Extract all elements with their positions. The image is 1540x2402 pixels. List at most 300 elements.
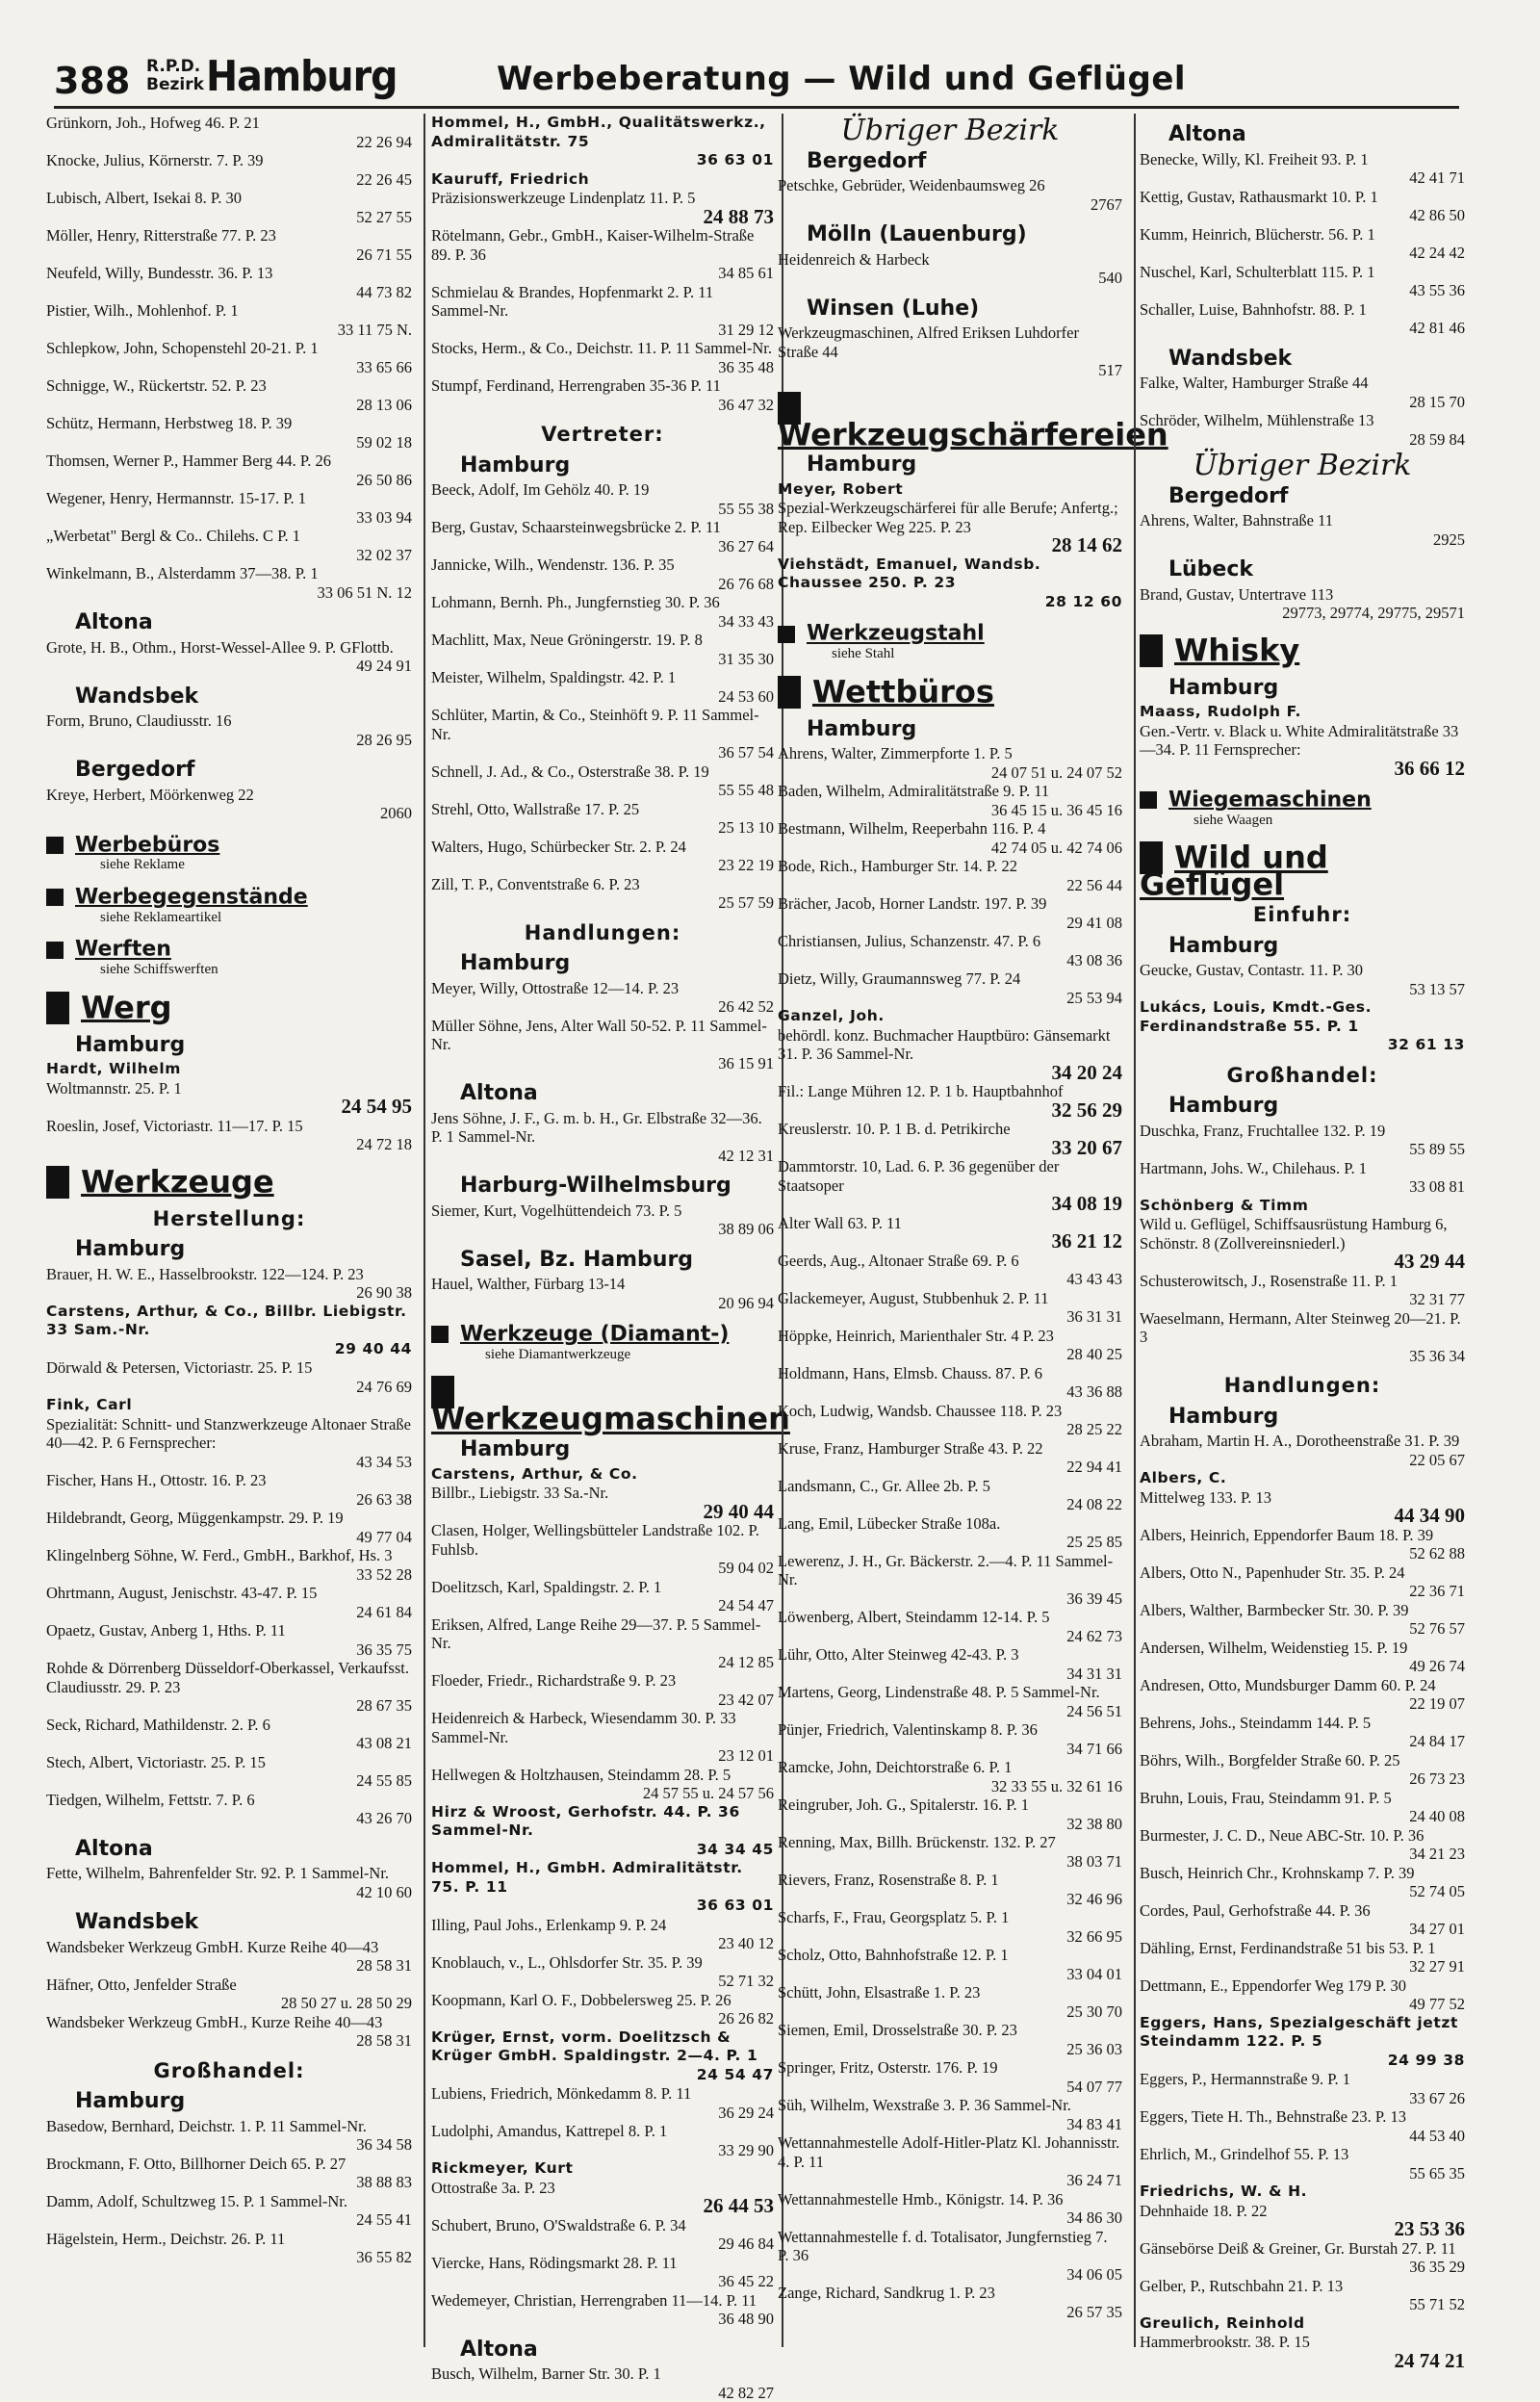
entry-name: Bode, Rich., Hamburger Str. 14. P. 22 <box>778 857 1018 876</box>
entry-name: Albers, Otto N., Papenhuder Str. 35. P. 24 <box>1140 1563 1405 1582</box>
directory-entry <box>46 1938 412 1976</box>
section-heading <box>1140 631 1465 668</box>
entry-phone: 49 26 74 <box>1409 1657 1465 1676</box>
square-bullet-icon <box>46 1166 69 1199</box>
directory-entry <box>778 176 1122 214</box>
section-title: Wettbüros <box>812 673 994 710</box>
entry-name: Form, Bruno, Claudiusstr. 16 <box>46 711 232 730</box>
entry-name: Carstens, Arthur, & Co., Billbr. Liebigstr. 33 Sam.-Nr. <box>46 1302 407 1339</box>
entry-phone: 36 48 90 <box>718 2310 774 2329</box>
city-heading: Winsen (Luhe) <box>807 296 980 321</box>
section-heading <box>46 937 412 962</box>
entry-name: Christiansen, Julius, Schanzenstr. 47. P. 6 <box>778 932 1041 951</box>
square-bullet-icon <box>1140 634 1163 667</box>
directory-entry <box>1140 1901 1465 1939</box>
entry-name: Rickmeyer, Kurt <box>431 2159 574 2178</box>
section-title: Werg <box>81 989 172 1026</box>
entry-phone: 24 56 51 <box>1066 1701 1122 1720</box>
directory-entry <box>778 744 1122 782</box>
entry-phone: 49 77 04 <box>356 1527 412 1546</box>
directory-entry <box>46 1079 412 1117</box>
entry-phone: 28 40 25 <box>1066 1345 1122 1364</box>
city-heading: Hamburg <box>1168 1404 1279 1429</box>
city-heading: Hamburg <box>807 452 917 478</box>
region-heading: Übriger Bezirk <box>840 114 1060 147</box>
entry-phone: 26 42 52 <box>718 997 774 1016</box>
section-title: Wild und Geflügel <box>1140 839 1328 903</box>
directory-entry <box>1140 1309 1465 1366</box>
directory-entry <box>431 2254 774 2291</box>
entry-name: Zange, Richard, Sandkrug 1. P. 23 <box>778 2284 995 2303</box>
entry-name: Eggers, Hans, Spezialgeschäft jetzt Steindamm 122. P. 5 <box>1140 2013 1459 2051</box>
directory-entry <box>778 1720 1122 1758</box>
entry-name: Schusterowitsch, J., Rosenstraße 11. P. 1 <box>1140 1271 1398 1290</box>
entry-name: Gelber, P., Rutschbahn 21. P. 13 <box>1140 2276 1344 2295</box>
entry-phone: 28 58 31 <box>356 1956 412 1976</box>
entry-name: Wandsbeker Werkzeug GmbH. Kurze Reihe 40—43 <box>46 1937 379 1956</box>
entry-name: Zill, T. P., Conventstraße 6. P. 23 <box>431 874 640 893</box>
entry-name: Stocks, Herm., & Co., Deichstr. 11. P. 11 Sammel-Nr. <box>431 339 772 357</box>
entry-phone: 42 82 27 <box>718 2383 774 2402</box>
entry-phone: 24 57 55 u. 24 57 56 <box>642 1784 774 1803</box>
entry-phone: 49 24 91 <box>356 657 412 675</box>
city-heading: Altona <box>460 1081 538 1105</box>
entry-name: Kreye, Herbert, Möörkenweg 22 <box>46 785 254 804</box>
entry-name: Kreuslerstr. 10. P. 1 B. d. Petrikirche <box>778 1120 1011 1139</box>
directory-entry <box>778 857 1122 894</box>
entry-phone: 42 81 46 <box>1409 319 1465 337</box>
entry-phone: 29 41 08 <box>1066 913 1122 932</box>
entry-phone: 29 46 84 <box>718 2234 774 2254</box>
entry-phone: 28 59 84 <box>1409 429 1465 449</box>
directory-entry <box>46 489 412 527</box>
section-heading <box>46 1163 412 1201</box>
city-heading: Bergedorf <box>1168 483 1289 508</box>
entry-phone: 28 50 27 u. 28 50 29 <box>280 1994 412 2013</box>
entry-name: Petschke, Gebrüder, Weidenbaumsweg 26 <box>778 176 1045 194</box>
entry-name: Greulich, Reinhold <box>1140 2313 1305 2332</box>
directory-entry <box>778 1983 1122 2021</box>
entry-name: Schnell, J. Ad., & Co., Osterstraße 38. P. 19 <box>431 762 709 781</box>
entry-name: Berg, Gustav, Schaarsteinwegsbrücke 2. P. 11 <box>431 518 721 536</box>
entry-phone: 28 58 31 <box>356 2031 412 2051</box>
directory-entry <box>431 480 774 518</box>
entry-name: Busch, Heinrich Chr., Krohnskamp 7. P. 39 <box>1140 1863 1415 1882</box>
entry-phone: 32 66 95 <box>1066 1926 1122 1946</box>
section-title: Werkzeugstahl <box>807 621 985 646</box>
entry-phone: 34 83 41 <box>1066 2114 1122 2133</box>
city-heading: Hamburg <box>75 2089 186 2114</box>
directory-entry <box>778 1645 1122 1683</box>
entry-name: Landsmann, C., Gr. Allee 2b. P. 5 <box>778 1476 990 1495</box>
entry-name: Lukács, Louis, Kmdt.-Ges. Ferdinandstraße 55. P. 1 <box>1140 998 1373 1035</box>
entry-phone: 36 34 58 <box>356 2135 412 2155</box>
directory-entry <box>431 979 774 1017</box>
entry-name: Wettannahmestelle f. d. Totalisator, Jungfernstieg 7. P. 36 <box>778 2227 1108 2265</box>
entry-phone: 36 63 01 <box>696 151 774 168</box>
directory-entry <box>1140 1976 1465 2014</box>
directory-entry <box>46 376 412 414</box>
entry-phone: 52 71 32 <box>718 1972 774 1991</box>
directory-entry <box>778 819 1122 857</box>
entry-phone: 26 50 86 <box>356 470 412 489</box>
entry-phone: 22 94 41 <box>1066 1458 1122 1477</box>
entry-name: Klingelnberg Söhne, W. Ferd., GmbH., Barkhof, Hs. 3 <box>46 1546 393 1565</box>
directory-entry <box>778 1758 1122 1795</box>
directory-entry <box>431 555 774 593</box>
city-heading: Bergedorf <box>807 148 927 173</box>
directory-entry <box>1140 2107 1465 2145</box>
section-heading <box>46 832 412 857</box>
entry-phone: 42 74 05 u. 42 74 06 <box>990 838 1122 857</box>
entry-name: Martens, Georg, Lindenstraße 48. P. 5 Sammel-Nr. <box>778 1683 1100 1702</box>
directory-entry <box>431 2084 774 2122</box>
entry-phone: 25 13 10 <box>718 818 774 837</box>
entry-phone: 24 76 69 <box>356 1377 412 1396</box>
directory-entry <box>1140 1601 1465 1639</box>
directory-entry <box>778 2133 1122 2190</box>
directory-entry <box>46 1753 412 1791</box>
directory-entry <box>46 1621 412 1659</box>
directory-entry <box>431 114 774 170</box>
directory-entry <box>778 1364 1122 1402</box>
directory-entry <box>778 250 1122 288</box>
entry-phone: 34 27 01 <box>1409 1920 1465 1939</box>
entry-phone: 55 55 38 <box>718 499 774 518</box>
entry-phone: 26 63 38 <box>356 1489 412 1509</box>
city-heading: Hamburg <box>1168 1094 1279 1119</box>
directory-entry <box>1140 1159 1465 1197</box>
entry-name: Viercke, Hans, Rödingsmarkt 28. P. 11 <box>431 2253 678 2272</box>
entry-phone: 42 86 50 <box>1409 206 1465 224</box>
entry-name: Lühr, Otto, Alter Steinweg 42-43. P. 3 <box>778 1645 1019 1665</box>
entry-phone: 2925 <box>1433 529 1465 549</box>
entry-phone: 33 65 66 <box>356 357 412 376</box>
directory-entry <box>778 2284 1122 2321</box>
entry-name: Eriksen, Alfred, Lange Reihe 29—37. P. 5 Sammel-Nr. <box>431 1614 761 1653</box>
entry-name: Meyer, Willy, Ottostraße 12—14. P. 23 <box>431 978 680 997</box>
directory-entry <box>778 2228 1122 2285</box>
entry-name: Clasen, Holger, Wellingsbütteler Landstraße 102. P. Fuhlsb. <box>431 1521 759 1559</box>
city-heading: Hamburg <box>807 716 917 741</box>
entry-name: Knoblauch, v., L., Ohlsdorfer Str. 35. P. 39 <box>431 1952 703 1972</box>
entry-name: Hardt, Wilhelm <box>46 1060 181 1078</box>
directory-entry <box>778 1007 1122 1026</box>
entry-name: Duschka, Franz, Fruchtallee 132. P. 19 <box>1140 1121 1386 1140</box>
directory-entry <box>46 226 412 264</box>
city-heading: Altona <box>460 2337 538 2362</box>
entry-name: Hommel, H., GmbH. Admiralitätstr. 75. P. 11 <box>431 1859 743 1896</box>
entry-name: Dettmann, E., Eppendorfer Weg 179 P. 30 <box>1140 1976 1406 1995</box>
entry-name: Ahrens, Walter, Bahnstraße 11 <box>1140 511 1333 529</box>
entry-name: Wild u. Geflügel, Schiffsausrüstung Hamburg 6, Schönstr. 8 (Zollvereinsniederl.) <box>1140 1215 1448 1253</box>
entry-phone: 25 30 70 <box>1066 2002 1122 2021</box>
entry-phone: 32 61 13 <box>1387 1036 1465 1054</box>
entry-phone: 36 39 45 <box>1066 1588 1122 1608</box>
city-heading: Harburg-Wilhelmsburg <box>460 1174 732 1198</box>
entry-name: Schütz, Hermann, Herbstweg 18. P. 39 <box>46 414 293 432</box>
entry-phone: 52 62 88 <box>1409 1544 1465 1563</box>
entry-name: Tiedgen, Wilhelm, Fettstr. 7. P. 6 <box>46 1790 255 1809</box>
directory-entry <box>778 1552 1122 1609</box>
entry-phone: 33 06 51 N. 12 <box>317 582 412 602</box>
section-title: Werkzeugmaschinen <box>431 1400 790 1437</box>
entry-phone: 29 40 44 <box>703 1499 774 1523</box>
entry-phone: 517 <box>1098 361 1122 379</box>
cross-reference: siehe Reklameartikel <box>100 909 222 925</box>
directory-entry <box>1140 411 1465 449</box>
directory-entry <box>46 564 412 602</box>
entry-name: Illing, Paul Johs., Erlenkamp 9. P. 24 <box>431 1915 667 1934</box>
entry-name: Wedemeyer, Christian, Herrengraben 11—14. P. 11 <box>431 2290 757 2310</box>
section-title: Werbegegenstände <box>75 885 308 910</box>
directory-entry <box>778 1026 1122 1083</box>
cross-reference: siehe Schiffswerften <box>100 962 218 978</box>
directory-entry <box>431 1484 774 1521</box>
entry-phone: 24 74 21 <box>1394 2348 1465 2372</box>
entry-name: Schmielau & Brandes, Hopfenmarkt 2. P. 11 Sammel-Nr. <box>431 282 714 320</box>
entry-name: Schubert, Bruno, O'Swaldstraße 6. P. 34 <box>431 2215 686 2234</box>
entry-phone: 28 15 70 <box>1409 392 1465 411</box>
directory-entry <box>46 1117 412 1154</box>
directory-entry <box>46 2117 412 2155</box>
entry-name: Präzisionswerkzeuge Lindenplatz 11. P. 5 <box>431 189 696 207</box>
entry-name: Brächer, Jacob, Horner Landstr. 197. P. 39 <box>778 894 1047 914</box>
directory-entry <box>778 1908 1122 1946</box>
entry-phone: 32 38 80 <box>1066 1814 1122 1833</box>
entry-name: Lubisch, Albert, Isekai 8. P. 30 <box>46 189 243 207</box>
entry-name: Höppke, Heinrich, Marienthaler Str. 4 P. 23 <box>778 1326 1054 1345</box>
entry-phone: 43 29 44 <box>1394 1250 1465 1274</box>
entry-name: Billbr., Liebigstr. 33 Sa.-Nr. <box>431 1484 609 1503</box>
entry-name: Werkzeugmaschinen, Alfred Eriksen Luhdorfer Straße 44 <box>778 323 1079 361</box>
entry-phone: 43 08 21 <box>356 1734 412 1753</box>
entry-phone: 42 10 60 <box>356 1882 412 1901</box>
entry-phone: 33 04 01 <box>1066 1964 1122 1983</box>
square-bullet-icon <box>778 626 795 643</box>
entry-name: Dammtorstr. 10, Lad. 6. P. 36 gegenüber der Staatsoper <box>778 1157 1060 1195</box>
directory-entry <box>46 786 412 823</box>
entry-name: Kauruff, Friedrich <box>431 169 590 188</box>
directory-entry <box>1140 2239 1465 2277</box>
entry-name: Siemen, Emil, Drosselstraße 30. P. 23 <box>778 2021 1017 2040</box>
square-bullet-icon <box>46 942 64 959</box>
entry-name: Brand, Gustav, Untertrave 113 <box>1140 584 1334 604</box>
entry-phone: 36 57 54 <box>718 743 774 762</box>
directory-entry <box>1140 300 1465 338</box>
entry-name: Lohmann, Bernh. Ph., Jungfernstieg 30. P. 36 <box>431 593 720 611</box>
entry-name: Reingruber, Joh. G., Spitalerstr. 16. P. 1 <box>778 1795 1030 1815</box>
entry-phone: 42 24 42 <box>1409 244 1465 262</box>
entry-name: Busch, Wilhelm, Barner Str. 30. P. 1 <box>431 2364 661 2384</box>
directory-entry <box>1140 1469 1465 1488</box>
directory-entry <box>46 151 412 189</box>
subsection-heading: Vertreter: <box>541 423 664 446</box>
entry-phone: 55 55 48 <box>718 781 774 799</box>
entry-phone: 38 03 71 <box>1066 1851 1122 1871</box>
directory-entry <box>1140 1639 1465 1676</box>
directory-entry <box>778 1477 1122 1514</box>
directory-entry <box>431 875 774 913</box>
subsection-heading: Handlungen: <box>1223 1374 1381 1398</box>
entry-phone: 44 73 82 <box>356 282 412 301</box>
entry-phone: 42 41 71 <box>1409 168 1465 187</box>
city-heading: Altona <box>75 1836 153 1861</box>
entry-name: Albers, Walther, Barmbecker Str. 30. P. 39 <box>1140 1600 1409 1619</box>
directory-entry <box>431 593 774 631</box>
cross-reference: siehe Waagen <box>1194 812 1273 828</box>
entry-phone: 36 45 15 u. 36 45 16 <box>990 800 1122 819</box>
entry-phone: 36 31 31 <box>1066 1307 1122 1327</box>
entry-phone: 24 53 60 <box>718 686 774 706</box>
entry-phone: 22 19 07 <box>1409 1694 1465 1714</box>
cross-reference: siehe Reklame <box>100 857 185 873</box>
entry-phone: 28 26 95 <box>356 730 412 749</box>
directory-entry <box>431 1578 774 1615</box>
section-heading <box>1140 788 1465 813</box>
entry-phone: 34 20 24 <box>1051 1060 1122 1084</box>
entry-phone: 32 31 77 <box>1409 1290 1465 1309</box>
entry-phone: 20 96 94 <box>718 1293 774 1312</box>
entry-phone: 24 72 18 <box>356 1135 412 1154</box>
directory-entry <box>431 1709 774 1766</box>
entry-name: Neufeld, Willy, Bundesstr. 36. P. 13 <box>46 264 273 282</box>
entry-name: Gen.-Vertr. v. Black u. White Admiralitätstraße 33—34. P. 11 Fernsprecher: <box>1140 721 1459 759</box>
entry-phone: 2767 <box>1091 194 1122 214</box>
entry-name: Waeselmann, Hermann, Alter Steinweg 20—21. P. 3 <box>1140 1308 1461 1347</box>
directory-entry <box>46 1659 412 1716</box>
entry-name: Fischer, Hans H., Ottostr. 16. P. 23 <box>46 1471 267 1490</box>
city-heading: Bergedorf <box>75 758 195 782</box>
entry-name: Fette, Wilhelm, Bahrenfelder Str. 92. P. 1 Sammel-Nr. <box>46 1864 390 1883</box>
entry-name: Alter Wall 63. P. 11 <box>778 1213 902 1232</box>
entry-name: Woltmannstr. 25. P. 1 <box>46 1078 182 1098</box>
entry-name: Kruse, Franz, Hamburger Straße 43. P. 22 <box>778 1438 1043 1458</box>
directory-entry <box>1140 225 1465 263</box>
entry-phone: 26 73 23 <box>1409 1769 1465 1789</box>
directory-entry <box>46 452 412 489</box>
directory-entry <box>778 894 1122 932</box>
directory-entry <box>778 1833 1122 1871</box>
entry-phone: 35 36 34 <box>1409 1346 1465 1365</box>
entry-name: Wettannahmestelle Adolf-Hitler-Platz Kl. Johannisstr. 4. P. 11 <box>778 2133 1120 2171</box>
directory-entry <box>431 1766 774 1803</box>
entry-name: Benecke, Willy, Kl. Freiheit 93. P. 1 <box>1140 149 1369 168</box>
entry-phone: 34 21 23 <box>1409 1845 1465 1864</box>
entry-name: Falke, Walter, Hamburger Straße 44 <box>1140 374 1369 392</box>
entry-phone: 59 02 18 <box>356 432 412 452</box>
bezirk-label: Bezirk <box>146 75 204 94</box>
directory-entry <box>46 1415 412 1472</box>
city-heading: Hamburg <box>460 452 571 478</box>
cross-reference: siehe Diamantwerkzeuge <box>485 1346 631 1362</box>
directory-entry <box>1140 1714 1465 1751</box>
section-heading <box>778 621 1122 646</box>
directory-entry <box>431 2179 774 2216</box>
entry-phone: 34 08 19 <box>1051 1192 1122 1216</box>
entry-name: Hauel, Walther, Fürbarg 13-14 <box>431 1275 626 1293</box>
directory-entry <box>431 1465 774 1485</box>
city-heading: Hamburg <box>1168 675 1279 700</box>
entry-phone: 33 52 28 <box>356 1564 412 1584</box>
entry-phone: 36 45 22 <box>718 2272 774 2291</box>
entry-name: Renning, Max, Billh. Brückenstr. 132. P. 27 <box>778 1833 1056 1852</box>
entry-phone: 24 54 47 <box>718 1596 774 1615</box>
directory-entry <box>778 2190 1122 2228</box>
entry-phone: 38 89 06 <box>718 1220 774 1238</box>
entry-phone: 43 34 53 <box>356 1452 412 1471</box>
city-heading: Altona <box>75 610 153 634</box>
subsection-heading: Herstellung: <box>152 1206 306 1230</box>
entry-name: Hirz & Wroost, Gerhofstr. 44. P. 36 Sammel-Nr. <box>431 1802 740 1840</box>
directory-entry <box>431 762 774 800</box>
directory-entry <box>46 1509 412 1546</box>
directory-entry <box>1140 585 1465 623</box>
entry-name: Krüger, Ernst, vorm. Doelitzsch & Krüger GmbH. Spaldingstr. 2—4. P. 1 <box>431 2027 758 2065</box>
entry-name: Möller, Henry, Ritterstraße 77. P. 23 <box>46 226 276 245</box>
entry-name: Behrens, Johs., Steindamm 144. P. 5 <box>1140 1713 1372 1732</box>
directory-entry <box>431 170 774 190</box>
entry-name: Andresen, Otto, Mundsburger Damm 60. P. 24 <box>1140 1675 1436 1694</box>
entry-phone: 36 35 75 <box>356 1640 412 1659</box>
directory-entry <box>778 1252 1122 1289</box>
directory-entry <box>778 1683 1122 1720</box>
directory-entry <box>46 711 412 749</box>
entry-name: Maass, Rudolph F. <box>1140 703 1302 720</box>
column-divider <box>424 114 425 2347</box>
city-heading: Altona <box>1168 122 1246 146</box>
entry-name: Mittelweg 133. P. 13 <box>1140 1487 1272 1507</box>
entry-name: Häfner, Otto, Jenfelder Straße <box>46 1975 237 1994</box>
column-3 <box>778 114 1168 2357</box>
directory-entry <box>46 2230 412 2267</box>
directory-entry <box>778 1439 1122 1477</box>
entry-name: Glackemeyer, August, Stubbenhuk 2. P. 11 <box>778 1288 1049 1307</box>
directory-entry <box>1140 1197 1465 1216</box>
entry-name: Lubiens, Friedrich, Mönkedamm 8. P. 11 <box>431 2084 692 2104</box>
section-heading <box>778 673 1122 710</box>
entry-phone: 36 66 12 <box>1394 756 1465 780</box>
directory-entry <box>46 1976 412 2013</box>
section-heading <box>46 989 412 1026</box>
directory-entry <box>1140 1526 1465 1563</box>
directory-entry <box>1140 374 1465 411</box>
entry-phone: 52 74 05 <box>1409 1882 1465 1901</box>
entry-name: Nuschel, Karl, Schulterblatt 115. P. 1 <box>1140 262 1375 281</box>
square-bullet-icon <box>46 992 69 1024</box>
rpd-label: R.P.D. <box>146 57 201 76</box>
city-heading: Hamburg <box>75 1032 186 1057</box>
entry-phone: 55 71 52 <box>1409 2295 1465 2314</box>
district-label <box>146 58 204 94</box>
directory-entry <box>46 414 412 452</box>
entry-name: Spezialität: Schnitt- und Stanzwerkzeuge Altonaer Straße 40—42. P. 6 Fernsprecher: <box>46 1414 411 1453</box>
entry-name: Stech, Albert, Victoriastr. 25. P. 15 <box>46 1752 266 1771</box>
entry-phone: 42 12 31 <box>718 1146 774 1165</box>
city-heading: Hamburg <box>1168 933 1279 958</box>
directory-entry <box>431 2028 774 2085</box>
city-heading: Wandsbek <box>75 684 199 709</box>
entry-phone: 23 12 01 <box>718 1746 774 1766</box>
entry-phone: 24 12 85 <box>718 1652 774 1671</box>
directory-entry <box>431 2291 774 2329</box>
directory-entry <box>1140 150 1465 188</box>
entry-name: Schlepkow, John, Schopenstehl 20-21. P. 1 <box>46 339 319 357</box>
section-title: Werften <box>75 937 171 962</box>
entry-name: Fink, Carl <box>46 1396 133 1414</box>
directory-entry <box>46 2013 412 2051</box>
entry-name: Baden, Wilhelm, Admiralitätstraße 9. P. 11 <box>778 782 1050 801</box>
